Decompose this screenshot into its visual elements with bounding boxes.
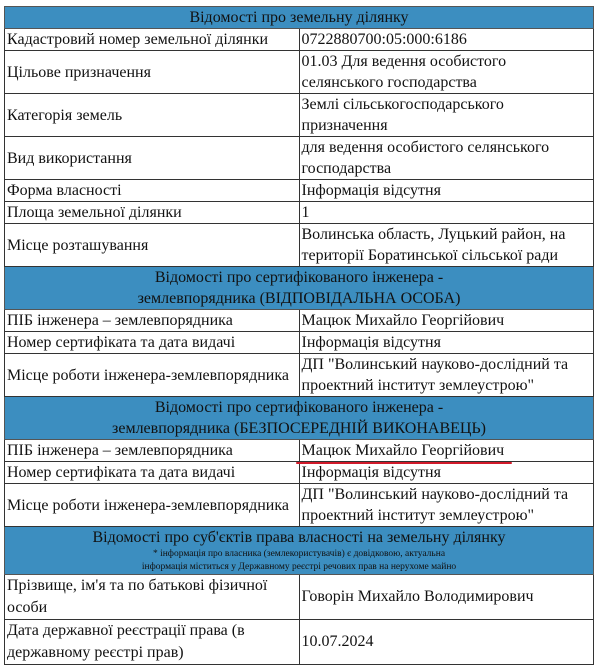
row-value: 10.07.2024 xyxy=(299,620,594,665)
table-row-use-type xyxy=(5,137,594,180)
highlighted-engineer-name xyxy=(302,440,505,461)
row-label: Форма власності xyxy=(5,180,300,202)
table-row-land-category xyxy=(5,94,594,137)
table-row-location xyxy=(5,224,594,267)
row-value: ДП "Волинський науково-дослідний та проектний інститут землеустрою" xyxy=(299,354,594,397)
table-row-engineer-name xyxy=(5,440,594,462)
row-label: Дата державної реєстрації права (в державному реєстрі прав) xyxy=(5,620,300,665)
table-row-workplace xyxy=(5,354,594,397)
row-label: Місце роботи інженера-землевпорядника xyxy=(5,484,300,527)
section-title-line1: Відомості про сертифікованого інженера - xyxy=(154,269,444,286)
row-value xyxy=(299,440,594,462)
row-label: Місце роботи інженера-землевпорядника xyxy=(5,354,300,397)
section-note-line1: * інформація про власника (землекористувачів) є довідковою, актуальна xyxy=(152,549,446,559)
row-value: ДП "Волинський науково-дослідний та проектний інститут землеустрою" xyxy=(299,484,594,527)
table-row-registration-date xyxy=(5,620,594,665)
row-value: Волинська область, Луцький район, на території Боратинської сільської ради xyxy=(299,224,594,267)
row-value: Говорін Михайло Володимирович xyxy=(299,575,594,620)
row-label: Номер сертифіката та дата видачі xyxy=(5,332,300,354)
section-title-text: Відомості про суб'єктів права власності на земельну ділянку xyxy=(92,529,506,546)
section-title-line2: землевпорядника (БЕЗПОСЕРЕДНІЙ ВИКОНАВЕЦЬ) xyxy=(112,420,486,437)
table-row-purpose xyxy=(5,51,594,94)
row-label: ПІБ інженера – землевпорядника xyxy=(5,310,300,332)
table-row-workplace xyxy=(5,484,594,527)
row-value: 0722880700:05:000:6186 xyxy=(299,29,594,51)
table-row-certificate xyxy=(5,332,594,354)
section-title xyxy=(5,527,594,575)
row-value: Інформація відсутня xyxy=(299,332,594,354)
land-info-document xyxy=(4,6,594,665)
row-value: Землі сільськогосподарського призначення xyxy=(299,94,594,137)
row-value: для ведення особистого селянського господарства xyxy=(299,137,594,180)
row-label: Номер сертифіката та дата видачі xyxy=(5,462,300,484)
table-row-owner-name xyxy=(5,575,594,620)
table-row-ownership-form xyxy=(5,180,594,202)
row-label: Категорія земель xyxy=(5,94,300,137)
section-title xyxy=(5,267,594,310)
row-value: 01.03 Для ведення особистого селянського господарства xyxy=(299,51,594,94)
table-row-cadastral-number xyxy=(5,29,594,51)
table-row-certificate xyxy=(5,462,594,484)
row-label: Цільове призначення xyxy=(5,51,300,94)
section-note-line2: інформація міститься у Державному реєстрі речових прав на нерухоме майно xyxy=(141,562,457,572)
red-underline-annotation xyxy=(296,462,513,464)
section-title-line1: Відомості про сертифікованого інженера - xyxy=(154,399,444,416)
row-label: Місце розташування xyxy=(5,224,300,267)
table-row-area xyxy=(5,202,594,224)
land-info-table xyxy=(4,6,594,665)
section-header-land xyxy=(5,7,594,29)
row-value: Інформація відсутня xyxy=(299,180,594,202)
row-value: Мацюк Михайло Георгійович xyxy=(299,310,594,332)
engineer-name-text: Мацюк Михайло Георгійович xyxy=(301,442,505,459)
section-header-engineer-responsible xyxy=(5,267,594,310)
row-label: Вид використання xyxy=(5,137,300,180)
section-header-owners xyxy=(5,527,594,575)
row-label: Прізвище, ім'я та по батькові фізичної особи xyxy=(5,575,300,620)
row-label: Кадастровий номер земельної ділянки xyxy=(5,29,300,51)
section-title-line2: землевпорядника (ВІДПОВІДАЛЬНА ОСОБА) xyxy=(137,290,461,307)
row-value: 1 xyxy=(299,202,594,224)
section-title: Відомості про земельну ділянку xyxy=(5,7,594,29)
row-label: ПІБ інженера – землевпорядника xyxy=(5,440,300,462)
section-title xyxy=(5,397,594,440)
section-header-engineer-executor xyxy=(5,397,594,440)
row-value: Інформація відсутня xyxy=(299,462,594,484)
table-row-engineer-name xyxy=(5,310,594,332)
row-label: Площа земельної ділянки xyxy=(5,202,300,224)
